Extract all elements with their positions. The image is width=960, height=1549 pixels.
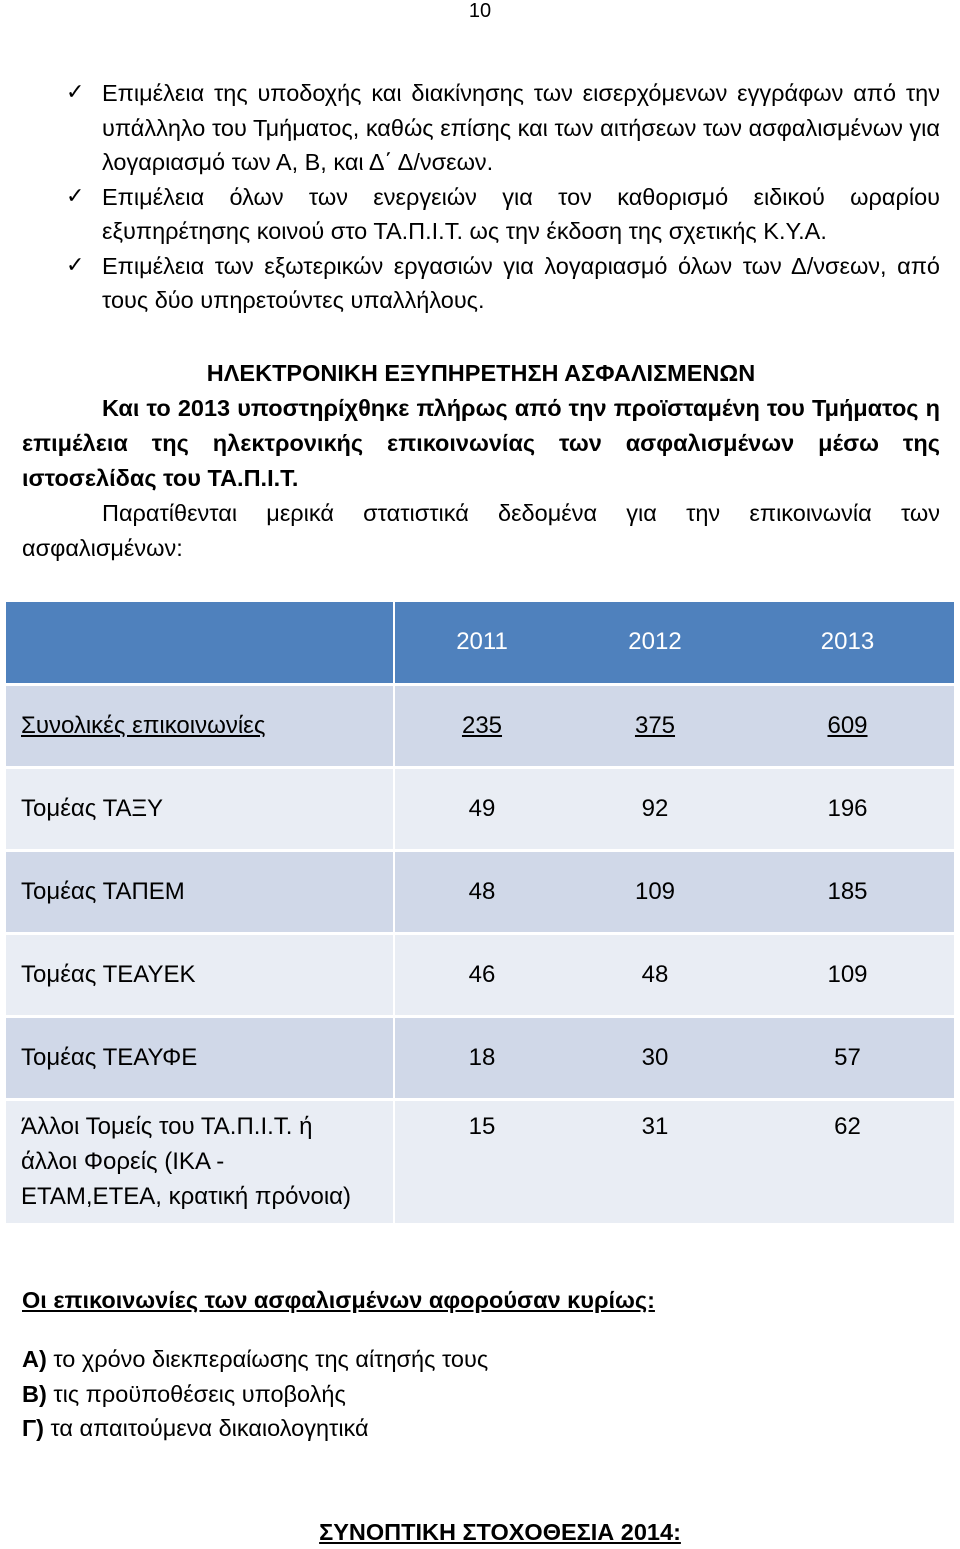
focus-item-text: το χρόνο διεκπεραίωσης της αίτησής τους [53,1346,489,1372]
row-label: Τομέας ΤΕΑΥΦΕ [6,1016,394,1099]
section-heading: ΗΛΕΚΤΡΟΝΙΚΗ ΕΞΥΠΗΡΕΤΗΣΗ ΑΣΦΑΛΙΣΜΕΝΩΝ [206,360,756,386]
bullet-item [66,180,940,249]
bullet-item [66,249,940,318]
focus-item-text: τις προϋποθέσεις υποβολής [53,1380,346,1407]
cell-2011: 18 [394,1016,569,1099]
summary-heading: ΣΥΝΟΠΤΙΚΗ ΣΤΟΧΟΘΕΣΙΑ 2014: [319,1519,681,1545]
row-label-line: Άλλοι Τομείς του ΤΑ.Π.Ι.Τ. ή [21,1112,313,1140]
cell-2012: 48 [569,933,741,1016]
focus-item-marker: Γ) [22,1415,44,1441]
bullet-text: Επιμέλεια της υποδοχής και διακίνησης των εισερχόμενων εγγράφων από την υπάλληλο του Τμήματος, καθώς επίσης και των αιτήσεων των ασφαλισμένων για λογαριασμό των Α, Β, και Δ΄ Δ/νσεων. [102,80,940,175]
bullet-list [66,76,940,318]
cell-2011: 235 [394,684,569,767]
cell-2013: 609 [741,684,954,767]
checkmark-icon: ✓ [66,80,85,105]
header-blank-cell [6,602,394,684]
table-row [6,767,954,850]
column-header-2013: 2013 [820,628,875,656]
page-number: 10 [468,0,492,22]
bullet-text: Επιμέλεια των εξωτερικών εργασιών για λογαριασμό όλων των Δ/νσεων, από τους δύο υπηρετούντες υπαλλήλους. [102,252,940,313]
table-header-row [6,602,954,684]
table-row [6,933,954,1016]
cell-2012: 30 [569,1016,741,1099]
cell-2012: 31 [569,1099,741,1223]
cell-2011: 48 [394,850,569,933]
cell-2013: 185 [741,850,954,933]
column-header-2011: 2011 [456,628,508,656]
focus-heading: Οι επικοινωνίες των ασφαλισμένων αφορούσαν κυρίως: [22,1287,655,1313]
focus-item-marker: Α) [22,1346,47,1372]
bullet-item [66,76,940,180]
checkmark-icon: ✓ [66,252,85,278]
table-row [6,1099,954,1223]
focus-item [22,1342,488,1377]
column-header-2012: 2012 [628,628,682,656]
stats-intro-paragraph: Παρατίθενται μερικά στατιστικά δεδομένα για την επικοινωνία των ασφαλισμένων: [22,500,940,561]
table-row-total [6,684,954,767]
focus-item [22,1411,488,1446]
focus-item-marker: Β) [22,1380,47,1407]
row-label-line: άλλοι Φορείς (ΙΚΑ - [21,1147,225,1175]
focus-list [22,1342,488,1446]
cell-2011: 49 [394,767,569,850]
cell-2011: 15 [394,1099,569,1223]
cell-2012: 109 [569,850,741,933]
intro-paragraph: Και το 2013 υποστηρίχθηκε πλήρως από την προϊσταμένη του Τμήματος η επιμέλεια της ηλεκτρονικής επικοινωνίας των ασφαλισμένων μέσω της ιστοσελίδας του ΤΑ.Π.Ι.Τ. [22,395,940,491]
cell-2012: 92 [569,767,741,850]
checkmark-icon: ✓ [66,183,85,209]
cell-2013: 196 [741,767,954,850]
table-row [6,1016,954,1099]
focus-item [22,1377,488,1412]
row-label: Τομέας ΤΑΠΕΜ [6,850,394,933]
cell-2013: 57 [741,1016,954,1099]
row-label: Τομέας ΤΕΑΥΕΚ [6,933,394,1016]
focus-item-text: τα απαιτούμενα δικαιολογητικά [50,1415,369,1441]
row-label: Τομέας ΤΑΞΥ [6,767,394,850]
statistics-table [6,602,954,1223]
cell-2011: 46 [394,933,569,1016]
row-label: Συνολικές επικοινωνίες [6,684,394,767]
cell-2012: 375 [569,684,741,767]
table-row [6,850,954,933]
row-label [6,1099,394,1223]
bullet-text: Επιμέλεια όλων των ενεργειών για τον καθορισμό ειδικού ωραρίου εξυπηρέτησης κοινού στο ΤΑ.Π.Ι.Τ. ως την έκδοση της σχετικής Κ.Υ.Α. [102,183,940,244]
cell-2013: 109 [741,933,954,1016]
row-label-line: ΕΤΑΜ,ΕΤΕΑ, κρατική πρόνοια) [21,1182,352,1210]
cell-2013: 62 [741,1099,954,1223]
